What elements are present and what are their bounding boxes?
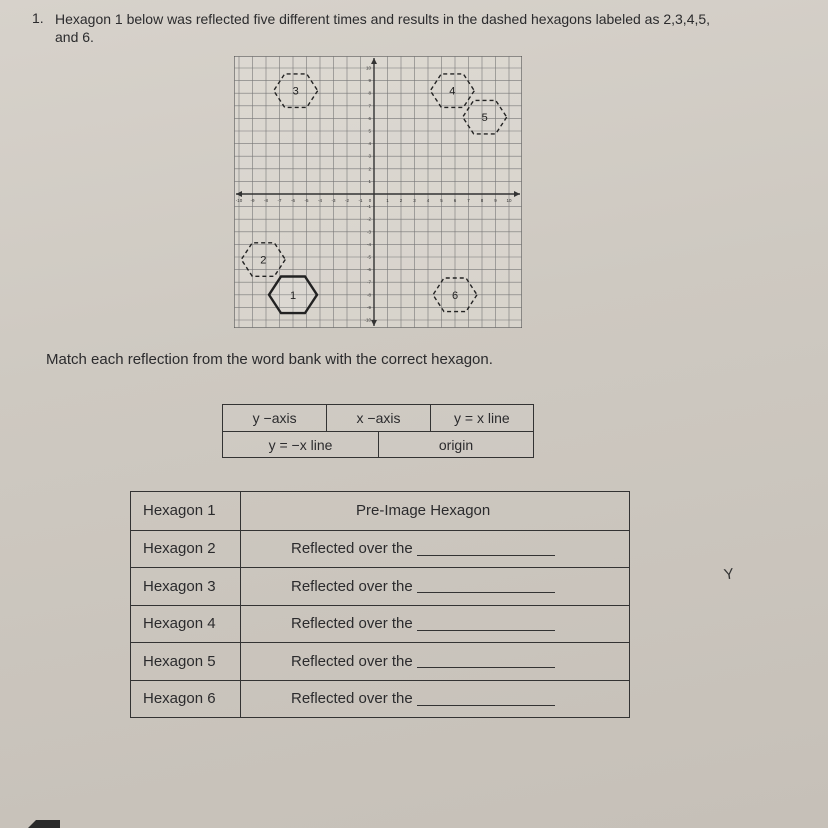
table-row (131, 605, 629, 643)
x-tick-label: -10 (235, 198, 243, 203)
y-tick-label: 8 (368, 90, 371, 96)
coordinate-plane-svg (234, 56, 522, 328)
x-tick-label: 6 (453, 198, 457, 203)
x-tick-label: -1 (358, 198, 363, 203)
word-bank-y-axis: y −axis (252, 410, 297, 426)
reflection-cell (241, 681, 629, 718)
x-tick-label: 2 (399, 198, 403, 203)
x-tick-label: 1 (386, 198, 389, 203)
match-table (130, 491, 630, 718)
table-row (131, 642, 629, 680)
hexagon-label: 2 (260, 254, 267, 267)
publisher-logo-fragment (0, 818, 60, 828)
x-tick-label: 5 (440, 198, 443, 203)
reflection-text: Reflected over the (291, 690, 413, 708)
question-number: 1. (32, 10, 44, 26)
answer-blank[interactable] (417, 542, 555, 556)
table-row (131, 492, 629, 530)
hexagon-label: 1 (289, 289, 297, 302)
reflection-cell (241, 568, 629, 605)
x-tick-label: -4 (317, 198, 323, 203)
y-tick-label: -5 (366, 254, 371, 260)
x-tick-label: -3 (331, 198, 336, 203)
answer-blank[interactable] (417, 654, 555, 668)
question-text: Hexagon 1 below was reflected five different times and results in the dashed hexagons labeled as 2,3,4,5, and 6. (55, 11, 711, 45)
x-tick-label: 10 (506, 198, 512, 203)
reflection-text: Reflected over the (291, 577, 413, 595)
y-tick-label: 7 (368, 103, 371, 109)
reflection-text: Pre-Image Hexagon (356, 502, 491, 520)
hexagon-label: 3 (292, 85, 299, 98)
x-tick-label: 9 (494, 198, 497, 203)
hexagon-label: 4 (449, 85, 456, 98)
x-tick-label: -7 (277, 198, 282, 203)
y-tick-label: 9 (368, 78, 371, 84)
x-tick-label: -9 (250, 198, 255, 203)
coordinate-plane (234, 56, 522, 328)
y-tick-label: -8 (366, 292, 371, 298)
hexagon-name: Hexagon 2 (131, 531, 241, 568)
table-row (131, 680, 629, 718)
hexagon-name: Hexagon 6 (131, 681, 241, 718)
x-tick-label: 7 (467, 198, 470, 203)
answer-blank[interactable] (417, 692, 555, 706)
y-tick-label: -10 (364, 317, 371, 323)
word-bank-y-equals-neg-x: y = −x line (268, 436, 333, 453)
hexagon-name: Hexagon 4 (131, 606, 241, 643)
word-bank (222, 404, 534, 458)
reflection-cell (241, 531, 629, 568)
x-tick-label: 3 (413, 198, 416, 203)
reflection-text: Reflected over the (291, 540, 413, 558)
y-tick-label: -4 (366, 241, 371, 247)
y-tick-label: 6 (368, 115, 371, 121)
y-tick-label: 3 (368, 153, 371, 159)
word-bank-y-equals-x: y = x line (430, 405, 533, 431)
y-tick-label: 1 (368, 178, 371, 184)
y-tick-label: 5 (368, 128, 371, 134)
y-tick-label: 2 (368, 166, 371, 172)
word-bank-x-axis: x −axis (326, 405, 429, 431)
x-tick-label: -8 (263, 198, 269, 203)
instruction-text: Match each reflection from the word bank with the correct hexagon. (46, 351, 493, 368)
y-tick-label: 10 (365, 65, 371, 71)
hexagon-label: 5 (481, 112, 488, 125)
word-bank-origin: origin (378, 432, 533, 457)
pen-mark: Y (722, 565, 736, 584)
x-tick-label: 4 (426, 198, 430, 203)
reflection-cell (241, 606, 629, 643)
answer-blank[interactable] (417, 617, 555, 631)
hexagon-name: Hexagon 5 (131, 643, 241, 680)
x-tick-label: -6 (290, 198, 296, 203)
reflection-cell (241, 643, 629, 680)
hexagon-label: 6 (451, 289, 459, 302)
y-tick-label: -3 (366, 229, 371, 235)
x-tick-label: 8 (480, 198, 484, 203)
x-tick-label: -2 (344, 198, 350, 203)
y-tick-label: -7 (366, 279, 371, 285)
word-bank-row-1 (223, 405, 533, 431)
answer-blank[interactable] (417, 579, 555, 593)
y-tick-label: -9 (366, 304, 371, 310)
y-tick-label: 4 (368, 141, 371, 147)
hexagon-name: Hexagon 3 (131, 568, 241, 605)
y-tick-label: -2 (366, 216, 371, 222)
reflection-cell (241, 492, 629, 530)
reflection-text: Reflected over the (291, 652, 413, 670)
table-row (131, 530, 629, 568)
y-tick-label: -1 (366, 204, 371, 210)
word-bank-row-2 (223, 431, 533, 457)
hexagon-name: Hexagon 1 (131, 492, 241, 530)
table-row (131, 567, 629, 605)
x-tick-label: -5 (304, 198, 309, 203)
reflection-text: Reflected over the (291, 615, 413, 633)
x-tick-label: 0 (368, 198, 372, 203)
y-tick-label: -6 (366, 267, 371, 273)
